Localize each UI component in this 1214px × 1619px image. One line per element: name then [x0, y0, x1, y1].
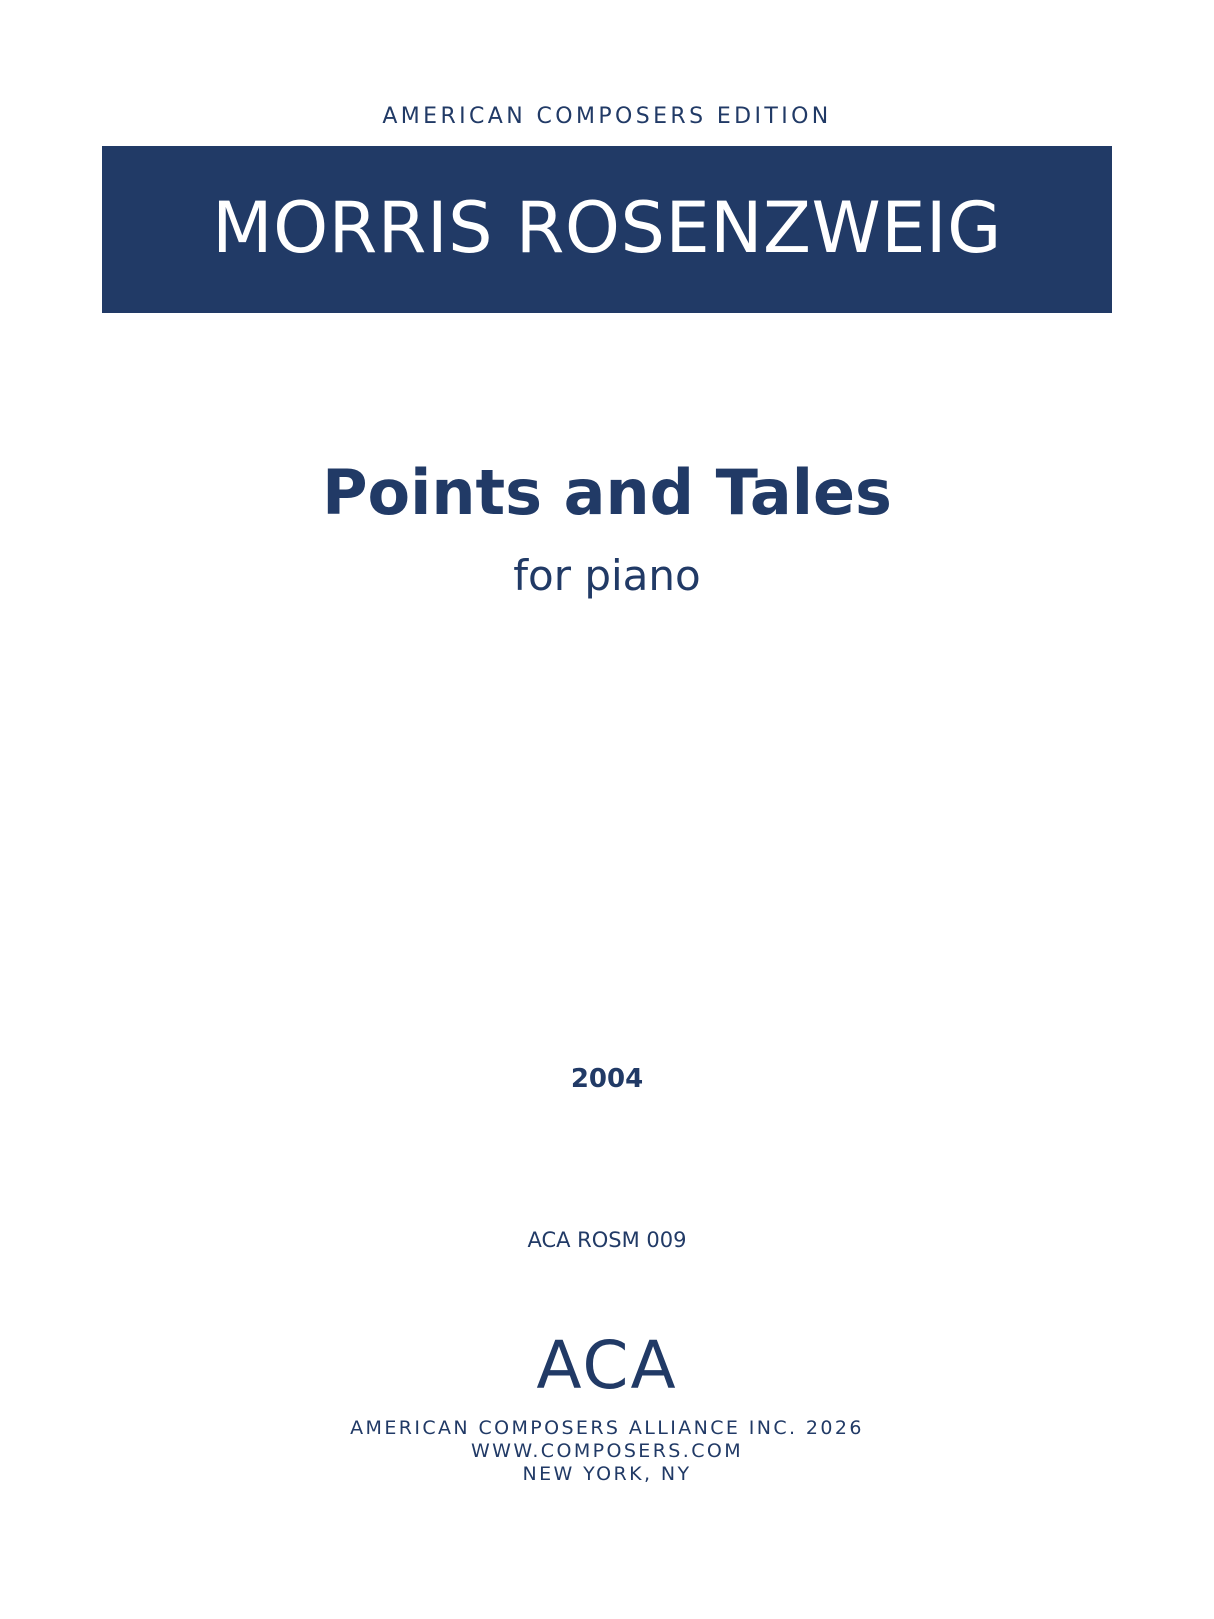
- instrumentation: for piano: [513, 551, 701, 600]
- work-title: Points and Tales: [322, 456, 892, 529]
- publisher-logo: ACA: [536, 1327, 678, 1404]
- publisher-location: NEW YORK, NY: [522, 1463, 692, 1485]
- series-label: AMERICAN COMPOSERS EDITION: [382, 104, 832, 129]
- composer-banner: [102, 146, 1112, 313]
- publisher-url: WWW.COMPOSERS.COM: [470, 1440, 744, 1462]
- publisher-name: AMERICAN COMPOSERS ALLIANCE INC. 2026: [350, 1417, 864, 1439]
- catalog-number: ACA ROSM 009: [527, 1228, 687, 1252]
- composition-year: 2004: [570, 1064, 644, 1094]
- composer-name: MORRIS ROSENZWEIG: [212, 186, 1002, 269]
